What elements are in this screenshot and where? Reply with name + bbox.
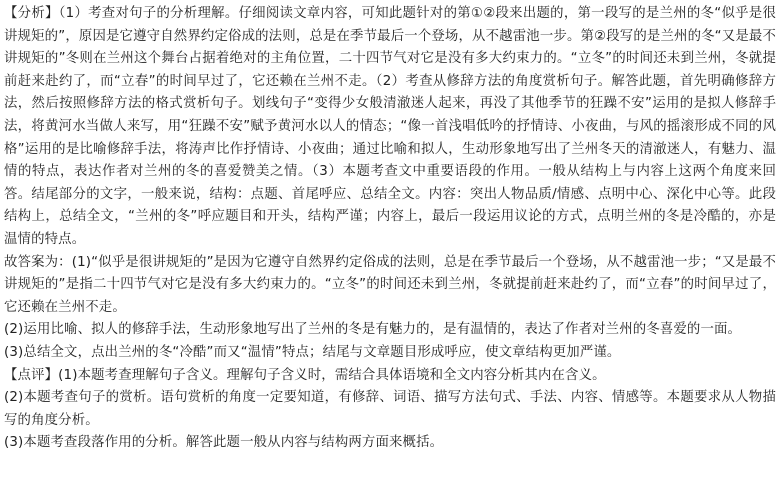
answer-paragraph-3: (3)总结全文，点出兰州的冬“冷酷”而又“温情”特点；结尾与文章题目形成呼应，使文章结构更加严谨。 <box>4 344 621 360</box>
comment-section <box>4 365 776 455</box>
comment-paragraph-2: (2)本题考查句子的赏析。语句赏析的角度一定要知道，有修辞、词语、描写方法句式、手法、内容、情感等。本题要求从人物描写的角度分析。 <box>4 390 776 428</box>
answer-section <box>4 252 776 365</box>
answer-paragraph-2: (2)运用比喻、拟人的修辞手法，生动形象地写出了兰州的冬是有魅力的，是有温情的，表达了作者对兰州的冬喜爱的一面。 <box>4 322 742 338</box>
analysis-section <box>4 3 776 252</box>
comment-paragraph-1: 【点评】(1)本题考查理解句子含义。理解句子含义时，需结合具体语境和全文内容分析其内在含义。 <box>4 367 606 383</box>
analysis-paragraph: 【分析】（1）考查对句子的分析理解。仔细阅读文章内容，可知此题针对的第①②段来出题的，第一段写的是兰州的冬“似乎是很讲规矩的”，原因是它遵守自然界约定俗成的法则，总是在季节最后一个登场，从不越雷池一步。第②段写的是兰州的冬“又是最不讲规矩的”冬则在兰州这个舞台占据着绝对的主角位置，二十四节气对它是没有多大约束力的。“立冬”的时间还未到兰州，冬就提前赶来赴约了，而“立春”的时间早过了，它还赖在兰州不走。（2）考查从修辞方法的角度赏析句子。解答此题，首先明确修辞方法，然后按照修辞方法的格式赏析句子。划线句子“变得少女般清澈迷人起来，再没了其他季节的狂躁不安”运用的是拟人修辞手法，将黄河水当做人来写，用“狂躁不安”赋予黄河水以人的情态；“像一首浅唱低吟的抒情诗、小夜曲，与风的摇滚形成不同的风格”运用的是比喻修辞手法，将涛声比作抒情诗、小夜曲；通过比喻和拟人，生动形象地写出了兰州冬天的清澈迷人，有魅力、温情的特点，表达作者对兰州的冬的喜爱赞美之情。（3）本题考查文中重要语段的作用。一般从结构上与内容上这两个角度来回答。结尾部分的文字，一般来说，结构：点题、首尾呼应、总结全文。内容：突出人物品质/情感、点明中心、深化中心等。此段结构上，总结全文，“兰州的冬”呼应题目和开头，结构严谨；内容上，最后一段运用议论的方式，点明兰州的冬是冷酷的，亦是温情的特点。 <box>4 6 776 247</box>
answer-paragraph-1: 故答案为：(1)“似乎是很讲规矩的”是因为它遵守自然界约定俗成的法则，总是在季节最后一个登场，从不越雷池一步；“又是最不讲规矩的”是指二十四节气对它是没有多大约束力的。“立冬”的时间还未到兰州，冬就提前赶来赴约了，而“立春”的时间早过了，它还赖在兰州不走。 <box>4 254 776 315</box>
comment-paragraph-3: (3)本题考查段落作用的分析。解答此题一般从内容与结构两方面来概括。 <box>4 435 444 451</box>
